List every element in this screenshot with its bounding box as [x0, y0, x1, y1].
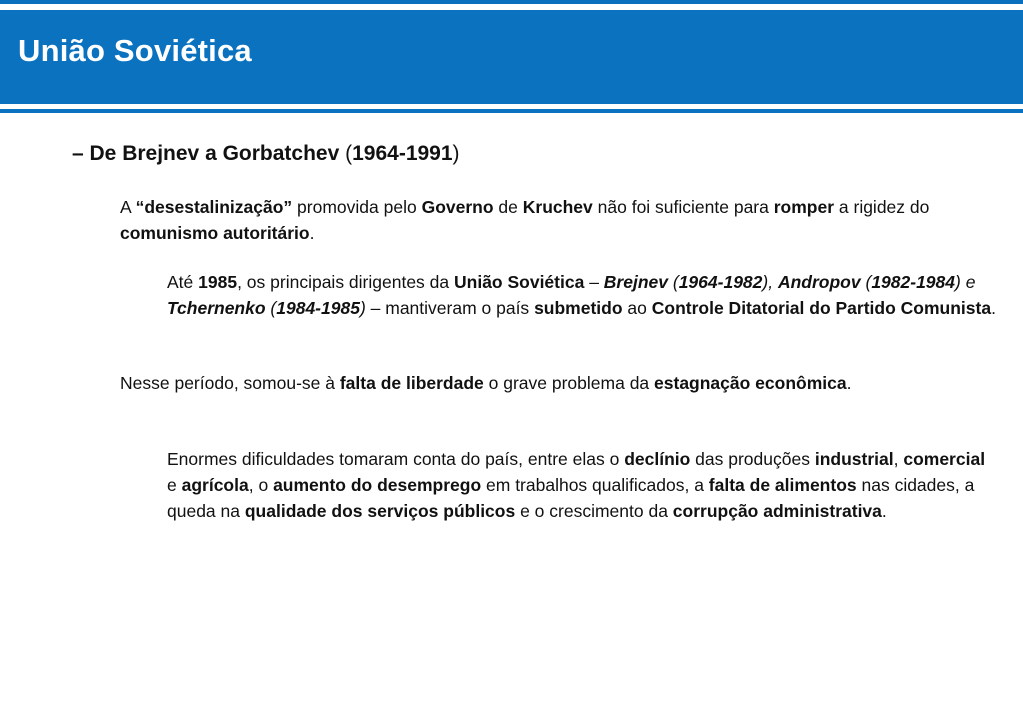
text-run: industrial: [814, 449, 894, 469]
section-heading: [72, 142, 460, 166]
text-run: falta de liberdade: [339, 373, 484, 393]
text-run: romper: [773, 197, 835, 217]
text-run: A: [120, 197, 136, 217]
text-run: Brejnev: [603, 272, 668, 292]
text-run: Nesse período, somou-se à: [120, 373, 340, 393]
text-run: ),: [762, 272, 778, 292]
text-run: (: [668, 272, 679, 292]
text-run: Kruchev: [522, 197, 593, 217]
paragraph-estagnacao: [120, 370, 990, 396]
text-run: comunismo autoritário: [120, 223, 310, 243]
paragraph-dificuldades: [167, 446, 987, 524]
text-run: corrupção administrativa: [672, 501, 882, 521]
text-run: a rigidez do: [834, 197, 930, 217]
text-run: ): [452, 142, 460, 165]
text-run: (: [860, 272, 872, 292]
text-run: 1964-1982: [678, 272, 763, 292]
text-run: Tchernenko: [167, 298, 266, 318]
text-run: promovida pelo: [292, 197, 422, 217]
header-top-rule: [0, 0, 1023, 4]
text-run: – mantiveram o país: [365, 298, 535, 318]
text-run: aumento do desemprego: [273, 475, 482, 495]
text-run: qualidade dos serviços públicos: [244, 501, 516, 521]
text-run: Governo: [421, 197, 494, 217]
slide-title: União Soviética: [18, 33, 252, 68]
text-run: , o: [248, 475, 274, 495]
text-run: .: [309, 223, 315, 243]
text-run: 1985: [198, 272, 238, 292]
text-run: de: [493, 197, 523, 217]
text-run: União Soviética: [454, 272, 585, 292]
paragraph-desestalinizacao: [120, 194, 1000, 246]
text-run: submetido: [534, 298, 623, 318]
text-run: em trabalhos qualificados, a: [481, 475, 709, 495]
text-run: das produções: [690, 449, 815, 469]
text-run: –: [584, 272, 604, 292]
text-run: 1964-1991: [352, 142, 453, 165]
header-bottom-rule: [0, 109, 1023, 113]
text-run: não foi suficiente para: [592, 197, 774, 217]
text-run: .: [846, 373, 852, 393]
text-run: e o crescimento da: [515, 501, 673, 521]
text-run: o grave problema da: [483, 373, 655, 393]
text-run: Enormes dificuldades tomaram conta do país, entre elas o: [167, 449, 625, 469]
text-run: e: [167, 475, 182, 495]
text-run: ) e: [955, 272, 976, 292]
text-run: – De Brejnev a Gorbatchev: [72, 142, 340, 165]
paragraph-dirigentes: [167, 269, 1002, 321]
text-run: ao: [622, 298, 652, 318]
text-run: ,: [893, 449, 904, 469]
text-run: estagnação econômica: [654, 373, 847, 393]
text-run: .: [991, 298, 996, 318]
text-run: (: [339, 142, 353, 165]
text-run: declínio: [624, 449, 691, 469]
text-run: Andropov: [777, 272, 861, 292]
text-run: Até: [167, 272, 199, 292]
text-run: “desestalinização”: [135, 197, 293, 217]
text-run: comercial: [903, 449, 986, 469]
text-run: falta de alimentos: [708, 475, 857, 495]
text-run: Controle Ditatorial do Partido Comunista: [651, 298, 992, 318]
text-run: agrícola: [181, 475, 249, 495]
text-run: ): [359, 298, 366, 318]
text-run: nas cidades, a queda na: [167, 475, 975, 521]
text-run: 1984-1985: [276, 298, 360, 318]
text-run: .: [881, 501, 887, 521]
text-run: , os principais dirigentes da: [237, 272, 454, 292]
text-run: (: [265, 298, 277, 318]
text-run: 1982-1984: [871, 272, 956, 292]
